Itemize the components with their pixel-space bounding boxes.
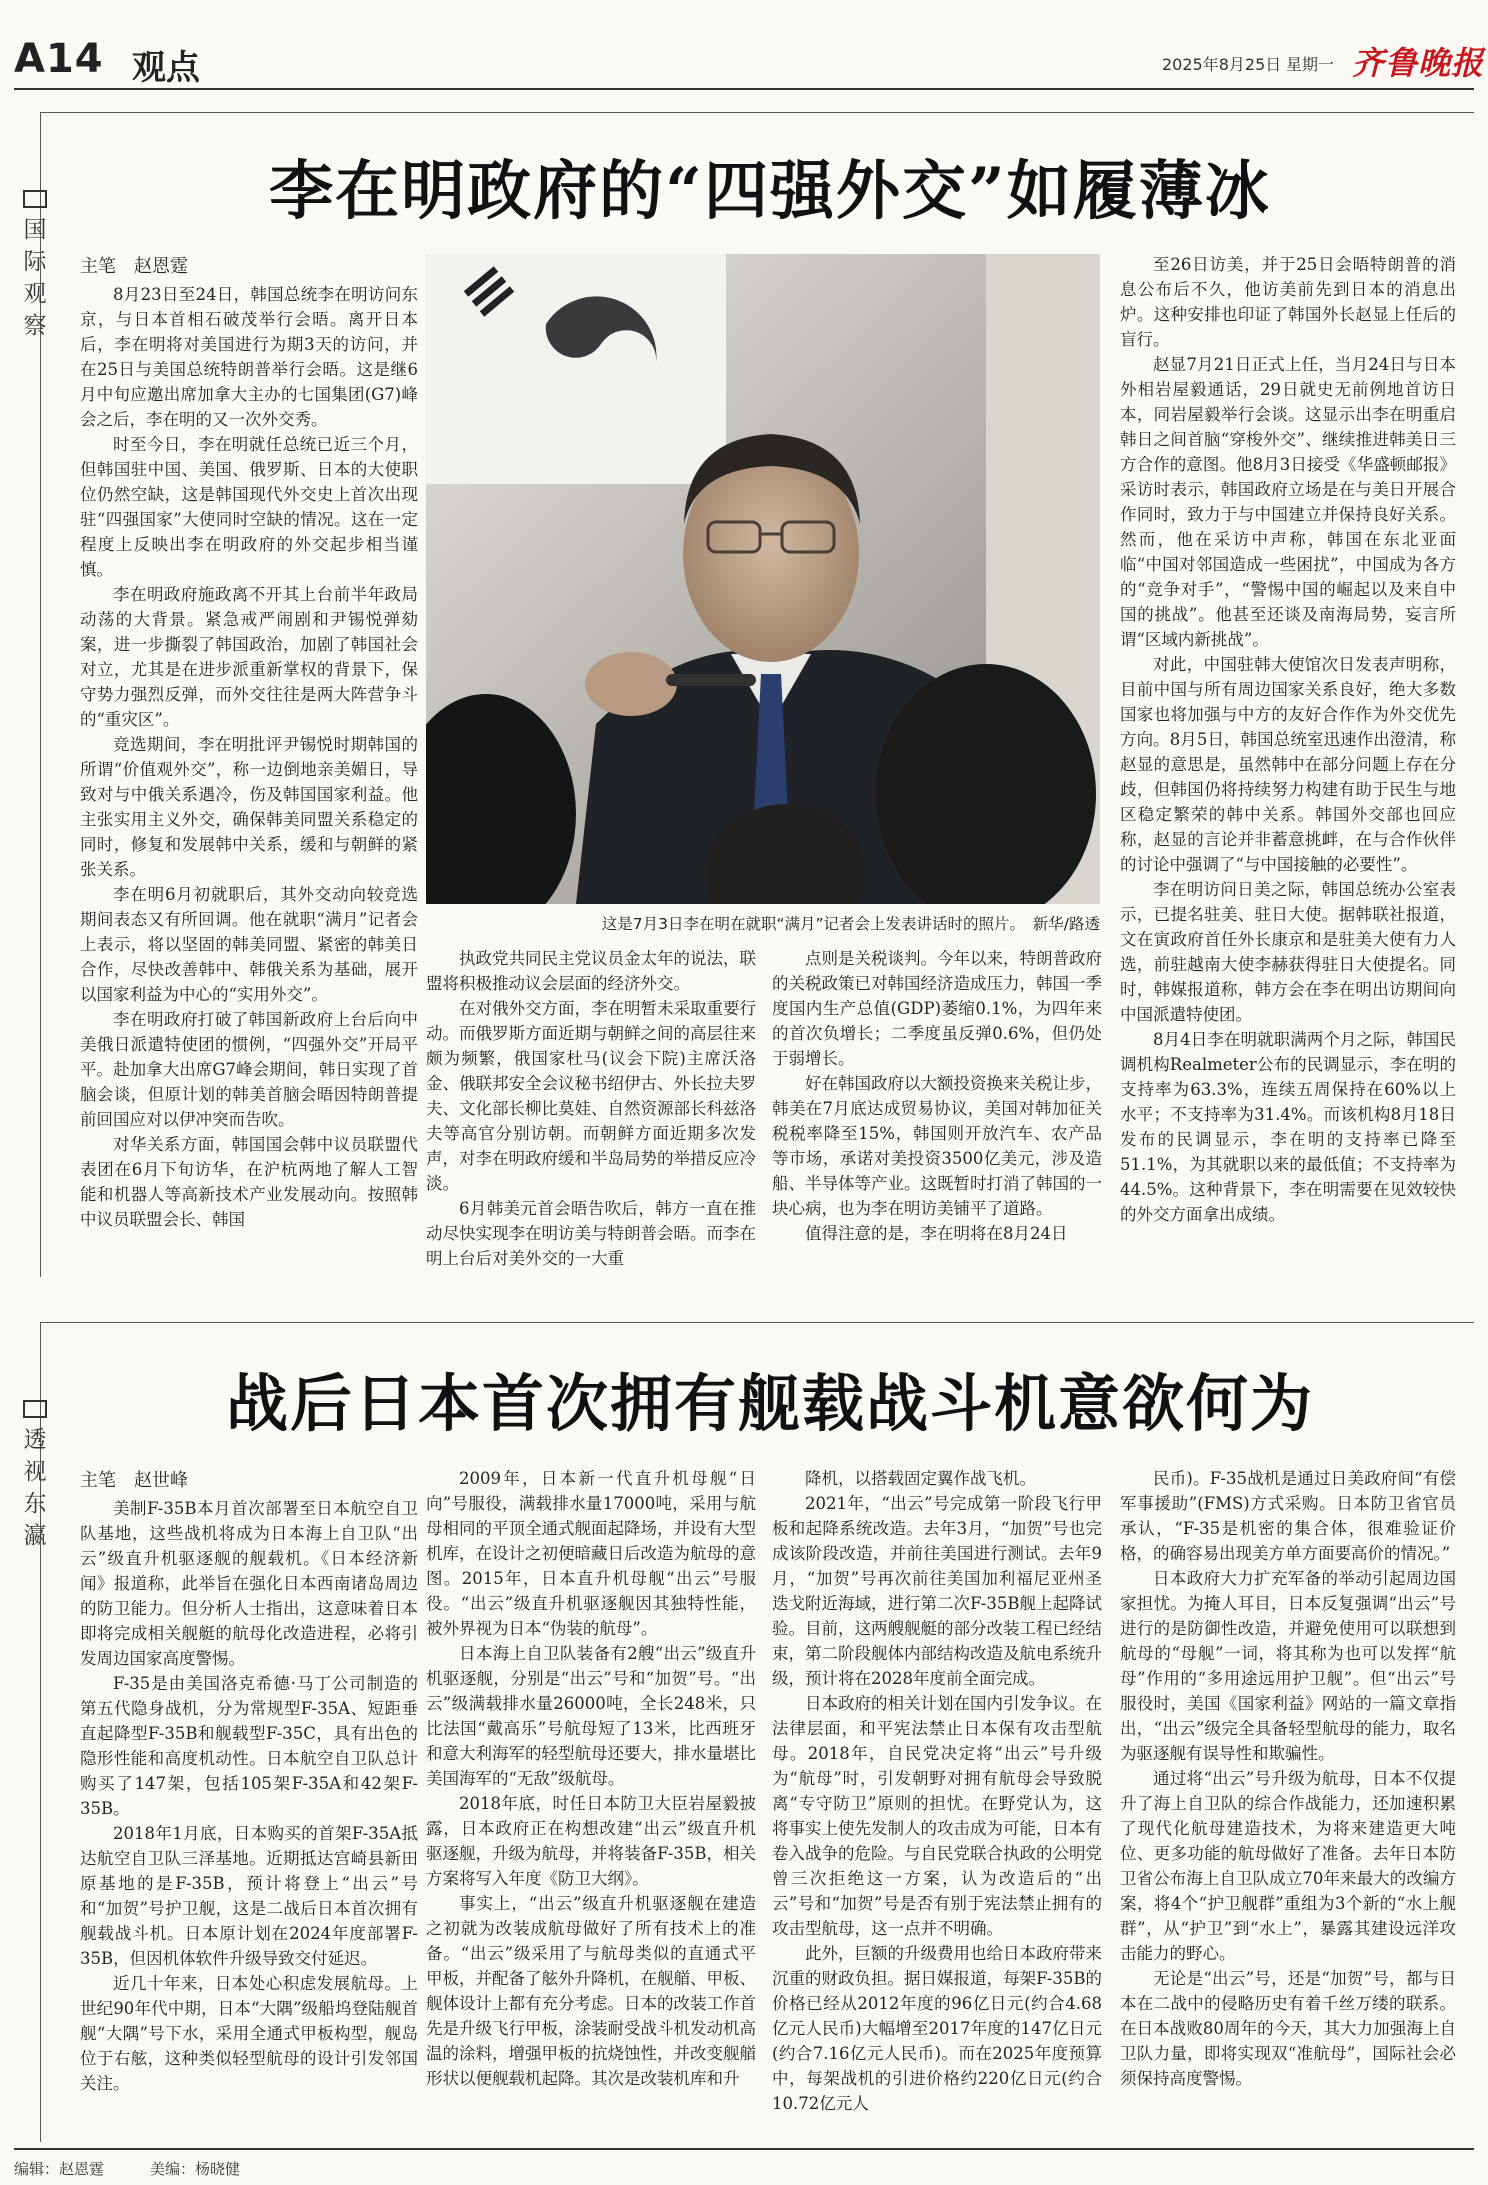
header-rule bbox=[14, 88, 1474, 90]
article1-column-label: 国 际 观 察 bbox=[20, 190, 50, 342]
article2-byline: 主笔 赵世峰 bbox=[80, 1470, 188, 1491]
page-number: A14 bbox=[14, 36, 104, 82]
article2-column-label: 透 视 东 瀛 bbox=[20, 1400, 50, 1552]
article1-byline: 主笔 赵恩霆 bbox=[80, 256, 188, 277]
label-box-icon bbox=[23, 190, 47, 208]
article1-column-3: 点则是关税谈判。今年以来，特朗普政府的关税政策已对韩国经济造成压力，韩国一季度国内生产总值(GDP)萎缩0.1%，为四年来的首次负增长；二季度虽反弹0.6%，但仍处于弱增长。 好在韩国政府以大额投资换来关税让步，韩美在7月底达成贸易协议，美国对韩加征关税税率降至15%，韩国则开放汽车、农产品等市场，承诺对美投资3500亿美元，涉及造船、半导体等产业。这既暂时打消了韩国的一块心病，也为李在明访美铺平了道路。 值得注意的是，李在明将在8月24日 bbox=[772, 949, 1102, 1243]
article2-column-2: 2009年，日本新一代直升机母舰“日向”号服役，满载排水量17000吨，采用与航母相同的平顶全通式舰面起降场，并设有大型机库，在设计之初便暗藏日后改造为航母的意图。2015年，日本直升机母舰“出云”号服役。“出云”级直升机驱逐舰因其独特性能，被外界视为日本“伪装的航母”。 日本海上自卫队装备有2艘“出云”级直升机驱逐舰，分别是“出云”号和“加贺”号。“出云”级满载排水量26000吨，全长248米，只比法国“戴高乐”号航母短了13米，比西班牙和意大利海军的轻型航母还要大，排水量堪比美国海军的“无敌”级航母。 2018年底，时任日本防卫大臣岩屋毅披露，日本政府正在构想改建“出云”级直升机驱逐舰，升级为航母，并将装备F-35B，相关方案将写入年度《防卫大纲》。 事实上，“出云”级直升机驱逐舰在建造之初就为改装成航母做好了所有技术上的准备。“出云”级采用了与航母类似的直通式平甲板，并配备了舷外升降机，在舰艏、甲板、舰体设计上都有充分考虑。日本的改装工作首先是升级飞行甲板，涂装耐受战斗机发动机高温的涂料，增强甲板的抗烧蚀性，并改变舰艏形状以便舰载机起降。其次是改装机库和升 bbox=[426, 1469, 756, 2088]
article1-column-2: 执政党共同民主党议员金太年的说法，联盟将积极推动议会层面的经济外交。 在对俄外交方面，李在明暂未采取重要行动。而俄罗斯方面近期与朝鲜之间的高层往来颇为频繁，俄国家杜马(议会下院)主席沃洛金、俄联邦安全会议秘书绍伊古、外长拉夫罗夫、文化部长柳比莫娃、自然资源部长科兹洛夫等高官分别访朝。而朝鲜方面近期多次发声，对李在明政府缓和半岛局势的举措反应冷淡。 6月韩美元首会晤告吹后，韩方一直在推动尽快实现李在明访美与特朗普会晤。而李在明上台后对美外交的一大重 bbox=[426, 949, 756, 1268]
article1-column-1: 8月23日至24日，韩国总统李在明访问东京，与日本首相石破茂举行会晤。离开日本后，李在明将对美国进行为期3天的访问，并在25日与美国总统特朗普举行会晤。这是继6月中旬应邀出席加拿大主办的七国集团(G7)峰会之后，李在明的又一次外交秀。 时至今日，李在明就任总统已近三个月，但韩国驻中国、美国、俄罗斯、日本的大使职位仍然空缺，这是韩国现代外交史上首次出现驻“四强国家”大使同时空缺的情况。这在一定程度上反映出李在明政府的外交起步相当谨慎。 李在明政府施政离不开其上台前半年政局动荡的大背景。紧急戒严闹剧和尹锡悦弹劾案，进一步撕裂了韩国政治，加剧了韩国社会对立，尤其是在进步派重新掌权的背景下，保守势力强烈反弹，而外交往往是两大阵营争斗的“重灾区”。 竞选期间，李在明批评尹锡悦时期韩国的所谓“价值观外交”，称一边倒地亲美媚日，导致对与中俄关系遇冷，伤及韩国国家利益。他主张实用主义外交，确保韩美同盟关系稳定的同时，修复和发展韩中关系，缓和与朝鲜的紧张关系。 李在明6月初就职后，其外交动向较竞选期间表态又有所回调。他在就职“满月”记者会上表示，将以坚固的韩美同盟、紧密的韩美日合作，尽快改善韩中、韩俄关系为基础，展开以国家利益为中心的“实用外交”。 李在明政府打破了韩国新政府上台后向中美俄日派遣特使团的惯例，“四强外交”开局平平。赴加拿大出席G7峰会期间，韩日实现了首脑会谈，但原计划的韩美首脑会晤因特朗普提前回国应对以伊冲突而告吹。 对华关系方面，韩国国会韩中议员联盟代表团在6月下旬访华，在沪杭两地了解人工智能和机器人等高新技术产业发展动向。按照韩中议员联盟会长、韩国 bbox=[80, 285, 418, 1229]
article1-headline: 李在明政府的“四强外交”如履薄冰 bbox=[269, 154, 1271, 229]
issue-date: 2025年8月25日 bbox=[1162, 55, 1282, 74]
photo-caption: 这是7月3日李在明在就职“满月”记者会上发表讲话时的照片。 新华/路透 bbox=[601, 915, 1100, 933]
issue-weekday: 星期一 bbox=[1286, 55, 1335, 74]
newspaper-logo: 齐鲁晚报 bbox=[1352, 44, 1485, 82]
photo-illustration bbox=[426, 254, 1100, 904]
news-photo bbox=[426, 254, 1100, 904]
article2-column-1: 美制F-35B本月首次部署至日本航空自卫队基地，这些战机将成为日本海上自卫队“出云”级直升机驱逐舰的舰载机。《日本经济新闻》报道称，此举旨在强化日本西南诸岛周边的防卫能力。但分析人士指出，这意味着日本即将完成相关舰艇的航母化改造进程，必将引发周边国家高度警惕。 F-35是由美国洛克希德·马丁公司制造的第五代隐身战机，分为常规型F-35A、短距垂直起降型F-35B和舰载型F-35C，具有出色的隐形性能和高度机动性。日本航空自卫队总计购买了147架，包括105架F-35A和42架F-35B。 2018年1月底，日本购买的首架F-35A抵达航空自卫队三泽基地。近期抵达宫崎县新田原基地的是F-35B，预计将登上“出云”号和“加贺”号护卫舰，这是二战后日本首次拥有舰载战斗机。日本原计划在2024年度部署F-35B，但因机体软件升级导致交付延迟。 近几十年来，日本处心积虑发展航母。上世纪90年代中期，日本“大隅”级船坞登陆舰首舰“大隅”号下水，采用全通式甲板构型，舰岛位于右舷，这种类似轻型航母的设计引发邻国关注。 bbox=[80, 1499, 418, 2093]
article2-column-3: 降机，以搭载固定翼作战飞机。 2021年，“出云”号完成第一阶段飞行甲板和起降系统改造。去年3月，“加贺”号也完成该阶段改造，并前往美国进行测试。去年9月，“加贺”号再次前往美国加利福尼亚州圣迭戈附近海域，进行第二次F-35B舰上起降试验。目前，这两艘舰艇的部分改装工程已经结束，第二阶段舰体内部结构改造及航电系统升级，预计将在2028年度前全面完成。 日本政府的相关计划在国内引发争议。在法律层面，和平宪法禁止日本保有攻击型航母。2018年，自民党决定将“出云”号升级为“航母”时，引发朝野对拥有航母会导致脱离“专守防卫”原则的担忧。在野党认为，这将事实上使先发制人的攻击成为可能，日本有卷入战争的危险。与自民党联合执政的公明党曾三次拒绝这一方案，认为改造后的“出云”号和“加贺”号是否有别于宪法禁止拥有的攻击型航母，这一点并不明确。 此外，巨额的升级费用也给日本政府带来沉重的财政负担。据日媒报道，每架F-35B的价格已经从2012年度的96亿日元(约合4.68亿元人民币)大幅增至2017年度的147亿日元(约合7.16亿元人民币)。而在2025年度预算中，每架战机的引进价格约220亿日元(约合10.72亿元人 bbox=[772, 1469, 1102, 2113]
footer-rule bbox=[14, 2148, 1474, 2150]
article1-frame-top bbox=[40, 112, 1474, 113]
section-name: 观点 bbox=[132, 48, 200, 88]
article2-headline: 战后日本首次拥有舰载战斗机意欲何为 bbox=[225, 1367, 1314, 1440]
footer-editor: 编辑：赵恩霆 bbox=[14, 2160, 105, 2178]
footer-designer: 美编：杨晓健 bbox=[150, 2160, 241, 2178]
article1-column-4: 至26日访美，并于25日会晤特朗普的消息公布后不久，他访美前先到日本的消息出炉。这种安排也印证了韩国外长赵显上任后的盲行。 赵显7月21日正式上任，当月24日与日本外相岩屋毅通话，29日就史无前例地首访日本，同岩屋毅举行会谈。这显示出李在明重启韩日之间首脑“穿梭外交”、继续推进韩美日三方合作的意图。他8月3日接受《华盛顿邮报》采访时表示，韩国政府立场是在与美日开展合作同时，致力于与中国建立并保持良好关系。然而，他在采访中声称，韩国在东北亚面临“中国对邻国造成一些困扰”，中国成为各方的“竞争对手”，“警惕中国的崛起以及来自中国的挑战”。他甚至还谈及南海局势，妄言所谓“区域内新挑战”。 对此，中国驻韩大使馆次日发表声明称，目前中国与所有周边国家关系良好，绝大多数国家也将加强与中方的友好合作作为外交优先方向。8月5日，韩国总统室迅速作出澄清，称赵显的意思是，虽然韩中在部分问题上存在分歧，但韩国仍将持续努力构建有助于民生与地区稳定繁荣的韩中关系。韩国外交部也回应称，赵显的言论并非蓄意挑衅，在与合作伙伴的讨论中强调了“与中国接触的必要性”。 李在明访问日美之际，韩国总统办公室表示，已提名驻美、驻日大使。据韩联社报道，文在寅政府首任外长康京和是驻美大使有力人选，前驻越南大使李赫获得驻日大使提名。同时，韩媒报道称，韩方会在李在明出访期间向中国派遣特使团。 8月4日李在明就职满两个月之际，韩国民调机构Realmeter公布的民调显示，李在明的支持率为63.3%，连续五周保持在60%以上水平；不支持率为31.4%。而该机构8月18日发布的民调显示，李在明的支持率已降至51.1%，为其就职以来的最低值；不支持率为44.5%。这种背景下，李在明需要在见效较快的外交方面拿出成绩。 bbox=[1120, 255, 1456, 1224]
article2-frame-top bbox=[40, 1322, 1474, 1323]
label-box-icon bbox=[23, 1400, 47, 1418]
article2-column-4: 民币)。F-35战机是通过日美政府间“有偿军事援助”(FMS)方式采购。日本防卫省官员承认，“F-35是机密的集合体，很难验证价格，的确容易出现美方单方面要高价的情况。” 日本政府大力扩充军备的举动引起周边国家担忧。为掩人耳目，日本反复强调“出云”号进行的是防御性改造，并避免使用可以联想到航母的“母舰”一词，将其称为也可以发挥“航母”作用的“多用途远用护卫舰”。但“出云”号服役时，美国《国家利益》网站的一篇文章指出，“出云”级完全具备轻型航母的能力，取名为驱逐舰有误导性和欺骗性。 通过将“出云”号升级为航母，日本不仅提升了海上自卫队的综合作战能力，还加速积累了现代化航母建造技术，为将来建造更大吨位、更多功能的航母做好了准备。去年日本防卫省公布海上自卫队成立70年来最大的改编方案，将4个“护卫舰群”重组为3个新的“水上舰群”，从“护卫”到“水上”，暴露其建设远洋攻击能力的野心。 无论是“出云”号，还是“加贺”号，都与日本在二战中的侵略历史有着千丝万缕的联系。在日本战败80周年的今天，其大力加强海上自卫队力量，即将实现双“准航母”，国际社会必须保持高度警惕。 bbox=[1120, 1469, 1456, 2088]
